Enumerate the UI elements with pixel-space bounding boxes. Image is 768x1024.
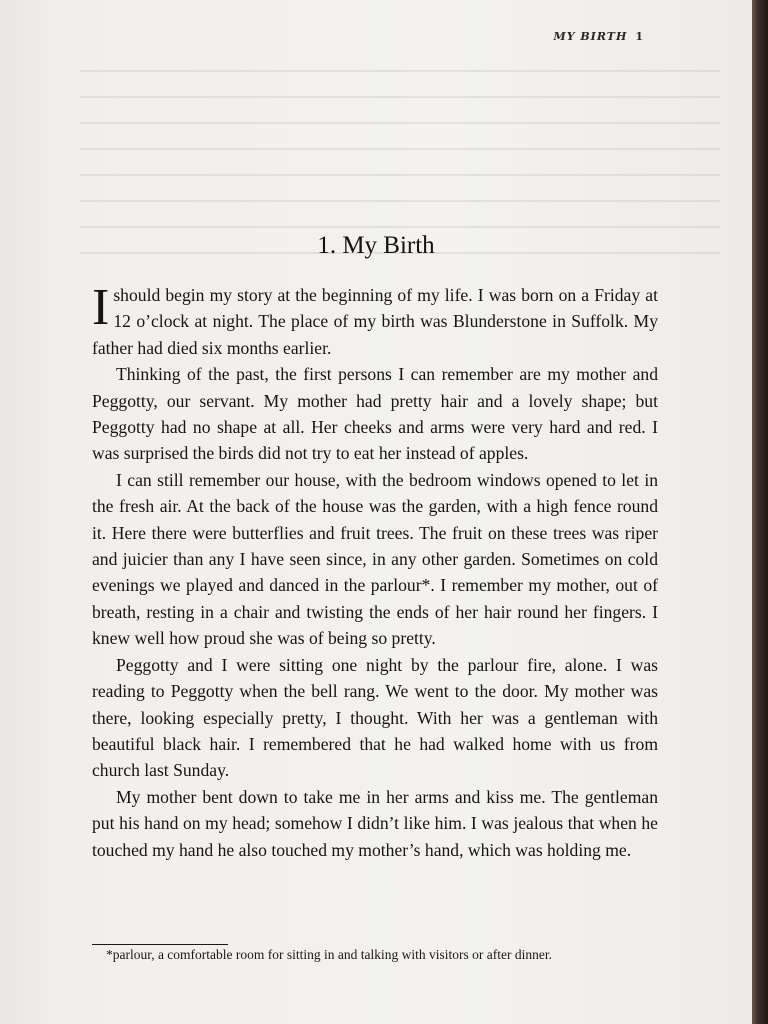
paragraph-3: I can still remember our house, with the bedroom windows opened to let in the fresh air. At the back of the house was the garden, with a high fence round it. Here there were butterflies and fruit trees. The fruit on these trees was riper and juicier than any I have seen since, in any other garden. Sometimes on cold evenings we played and danced in the parlour*. I remember my mother, out of breath, resting in a chair and twisting the ends of her hair round her fingers. I knew well how proud she was of being so pretty. <box>92 469 658 649</box>
footnote <box>92 946 660 964</box>
footnote-text: *parlour, a comfortable room for sitting in and talking with visitors or after dinner. <box>106 947 552 962</box>
paragraph-2: Thinking of the past, the first persons I can remember are my mother and Peggotty, our servant. My mother had pretty hair and a lovely shape; but Peggotty had no shape at all. Her cheeks and arms were very hard and red. I was surprised the birds did not try to eat her instead of apples. <box>92 364 658 464</box>
paragraph-4: Peggotty and I were sitting one night by the parlour fire, alone. I was reading to Peggotty when the bell rang. We went to the door. My mother was there, looking especially pretty, I thought. With her was a gentleman with beautiful black hair. I remembered that he had walked home with us from church last Sunday. <box>92 654 658 781</box>
paragraph-5: My mother bent down to take me in her arms and kiss me. The gentleman put his hand on my head; somehow I didn’t like him. I was jealous that when he touched my hand he also touched my mother’s hand, which was holding me. <box>92 786 658 860</box>
paragraph-1 <box>92 279 658 361</box>
page-number: 1 <box>635 30 644 43</box>
running-head-title: MY BIRTH <box>553 30 628 43</box>
running-head <box>554 30 644 43</box>
chapter-body <box>92 279 658 863</box>
drop-cap: I <box>92 279 110 336</box>
footnote-rule <box>92 944 228 945</box>
paragraph-1-text: should begin my story at the beginning of my life. I was born on a Friday at 12 o’clock at night. The place of my birth was Blunderstone in Suffolk. My father had died six months earlier. <box>92 285 658 358</box>
chapter-title: 1. My Birth <box>317 232 435 259</box>
book-edge <box>752 0 768 1024</box>
